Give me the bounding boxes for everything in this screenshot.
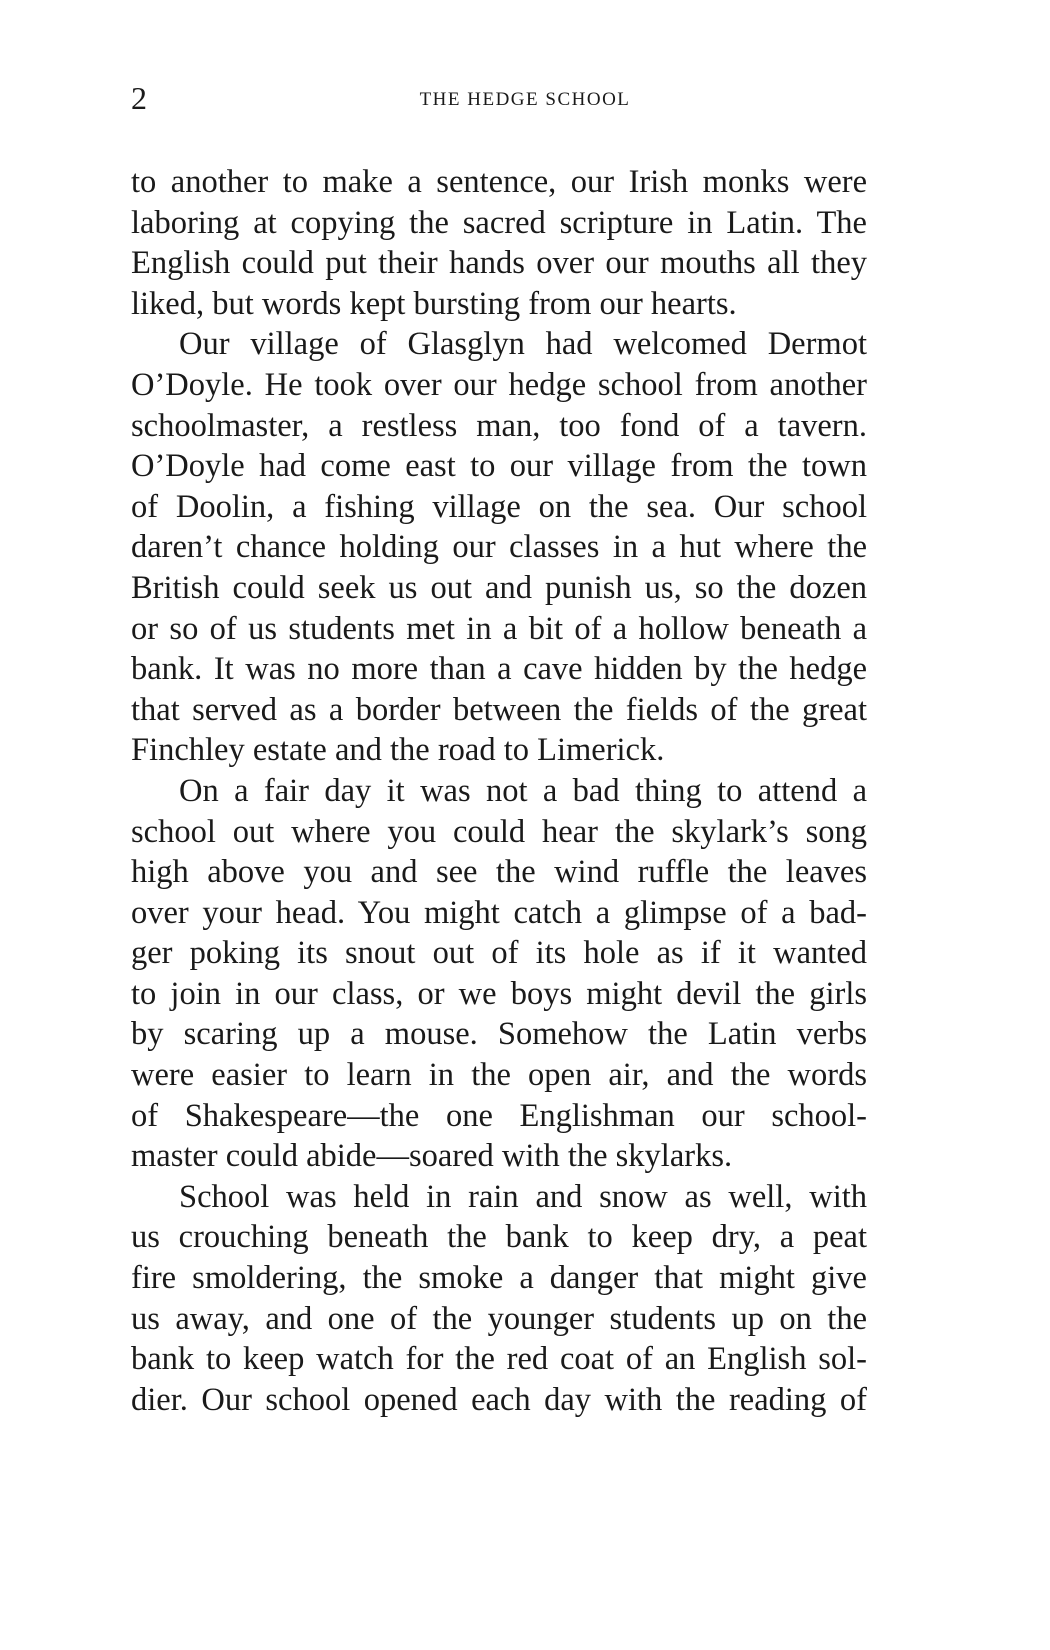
text-line: over your head. You might catch a glimpse of a bad- xyxy=(131,894,867,931)
text-line: O’Doyle had come east to our village from the town xyxy=(131,448,867,485)
text-line: Our village of Glasglyn had welcomed Dermot xyxy=(179,326,867,363)
text-line: that served as a border between the fields of the great xyxy=(131,691,867,728)
text-line: were easier to learn in the open air, and the words xyxy=(131,1057,867,1094)
text-line: Finchley estate and the road to Limerick. xyxy=(131,732,665,769)
text-line: of Shakespeare—the one Englishman our school- xyxy=(131,1097,867,1134)
text-line: high above you and see the wind ruffle the leaves xyxy=(131,854,867,891)
running-head: THE HEDGE SCHOOL xyxy=(419,89,631,110)
page-number: 2 xyxy=(131,80,147,116)
text-line: laboring at copying the sacred scripture in Latin. The xyxy=(131,204,867,241)
text-line: to another to make a sentence, our Irish monks were xyxy=(131,164,867,200)
body-text xyxy=(131,162,867,1420)
text-line: fire smoldering, the smoke a danger that might give xyxy=(131,1260,867,1297)
text-line: us crouching beneath the bank to keep dry, a peat xyxy=(131,1219,867,1256)
text-line: On a fair day it was not a bad thing to attend a xyxy=(179,772,867,809)
text-line: school out where you could hear the skylark’s song xyxy=(131,813,867,850)
text-line: School was held in rain and snow as well, with xyxy=(179,1178,867,1215)
text-line: to join in our class, or we boys might devil the girls xyxy=(131,975,867,1012)
text-line: ger poking its snout out of its hole as if it wanted xyxy=(131,935,867,972)
text-line: bank. It was no more than a cave hidden by the hedge xyxy=(131,651,867,688)
text-line: us away, and one of the younger students up on the xyxy=(131,1300,867,1337)
text-line: master could abide—soared with the skylarks. xyxy=(131,1138,733,1175)
text-line: by scaring up a mouse. Somehow the Latin verbs xyxy=(131,1016,867,1053)
text-line: O’Doyle. He took over our hedge school from another xyxy=(131,366,867,403)
text-line: liked, but words kept bursting from our hearts. xyxy=(131,285,737,322)
text-line: or so of us students met in a bit of a hollow beneath a xyxy=(131,610,867,647)
text-line: of Doolin, a fishing village on the sea. Our school xyxy=(131,488,867,525)
text-line: schoolmaster, a restless man, too fond of a tavern. xyxy=(131,407,867,444)
text-line: daren’t chance holding our classes in a hut where the xyxy=(131,529,867,566)
text-line: dier. Our school opened each day with the reading of xyxy=(131,1381,867,1418)
text-line: English could put their hands over our mouths all they xyxy=(131,245,867,282)
text-line: bank to keep watch for the red coat of an English sol- xyxy=(131,1341,867,1378)
text-line: British could seek us out and punish us, so the dozen xyxy=(131,569,867,606)
